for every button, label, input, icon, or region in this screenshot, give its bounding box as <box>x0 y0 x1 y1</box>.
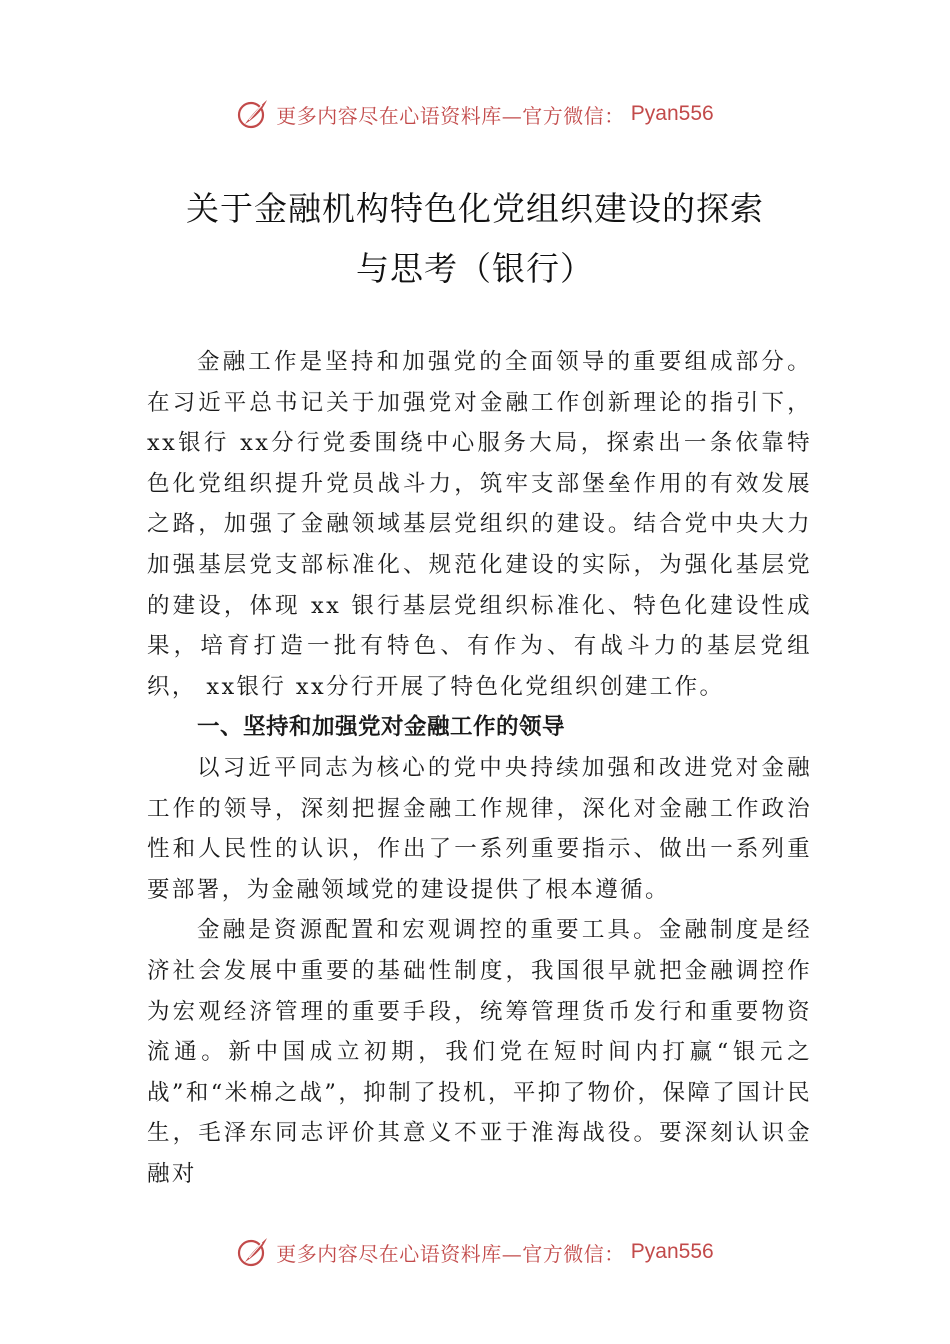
paragraph-leadership: 以习近平同志为核心的党中央持续加强和改进党对金融工作的领导，深刻把握金融工作规律，深化对金融工作政治性和人民性的认识，作出了一系列重要指示、做出一系列重要部署，为金融领域党的建设提供了根本遵循。 <box>147 754 812 903</box>
paragraph-finance-tools: 金融是资源配置和宏观调控的重要工具。金融制度是经济社会发展中重要的基础性制度，我国很早就把金融调控作为宏观经济管理的重要手段，统筹管理货币发行和重要物资流通。新中国成立初期，我们党在短时间内打赢“银元之战”和“米棉之战”，抑制了投机，平抑了物价，保障了国计民生，毛泽东同志评价其意义不亚于淮海战役。要深刻认识金融对 <box>147 917 812 1187</box>
watermark-wechat-id: Pyan556 <box>630 1240 714 1263</box>
watermark-text: 更多内容尽在心语资料库—官方微信： <box>276 103 625 128</box>
quill-pen-logo <box>236 97 270 131</box>
watermark-wechat-id: Pyan556 <box>630 102 714 125</box>
watermark-header <box>0 94 950 134</box>
quill-pen-logo <box>236 1235 270 1269</box>
paragraph-intro: 金融工作是坚持和加强党的全面领导的重要组成部分。在习近平总书记关于加强党对金融工作创新理论的指引下， xx银行 xx分行党委围绕中心服务大局，探索出一条依靠特色化党组织提升党员战斗力，筑牢支部堡垒作用的有效发展之路，加强了金融领域基层党组织的建设。结合党中央大力加强基层党支部标准化、规范化建设的实际，为强化基层党的建设，体现 xx 银行基层党组织标准化、特色化建设性成果，培育打造一批有特色、有作为、有战斗力的基层党组织， xx银行 xx分行开展了特色化党组织创建工作。 <box>147 349 812 700</box>
document-title-line-1: 关于金融机构特色化党组织建设的探索 <box>186 189 764 228</box>
watermark-text: 更多内容尽在心语资料库—官方微信： <box>276 1241 625 1266</box>
document-body <box>147 342 812 1194</box>
watermark-footer <box>0 1232 950 1272</box>
document-title-line-2: 与思考（银行） <box>356 249 594 288</box>
section-heading-1: 一、坚持和加强党对金融工作的领导 <box>197 714 566 741</box>
